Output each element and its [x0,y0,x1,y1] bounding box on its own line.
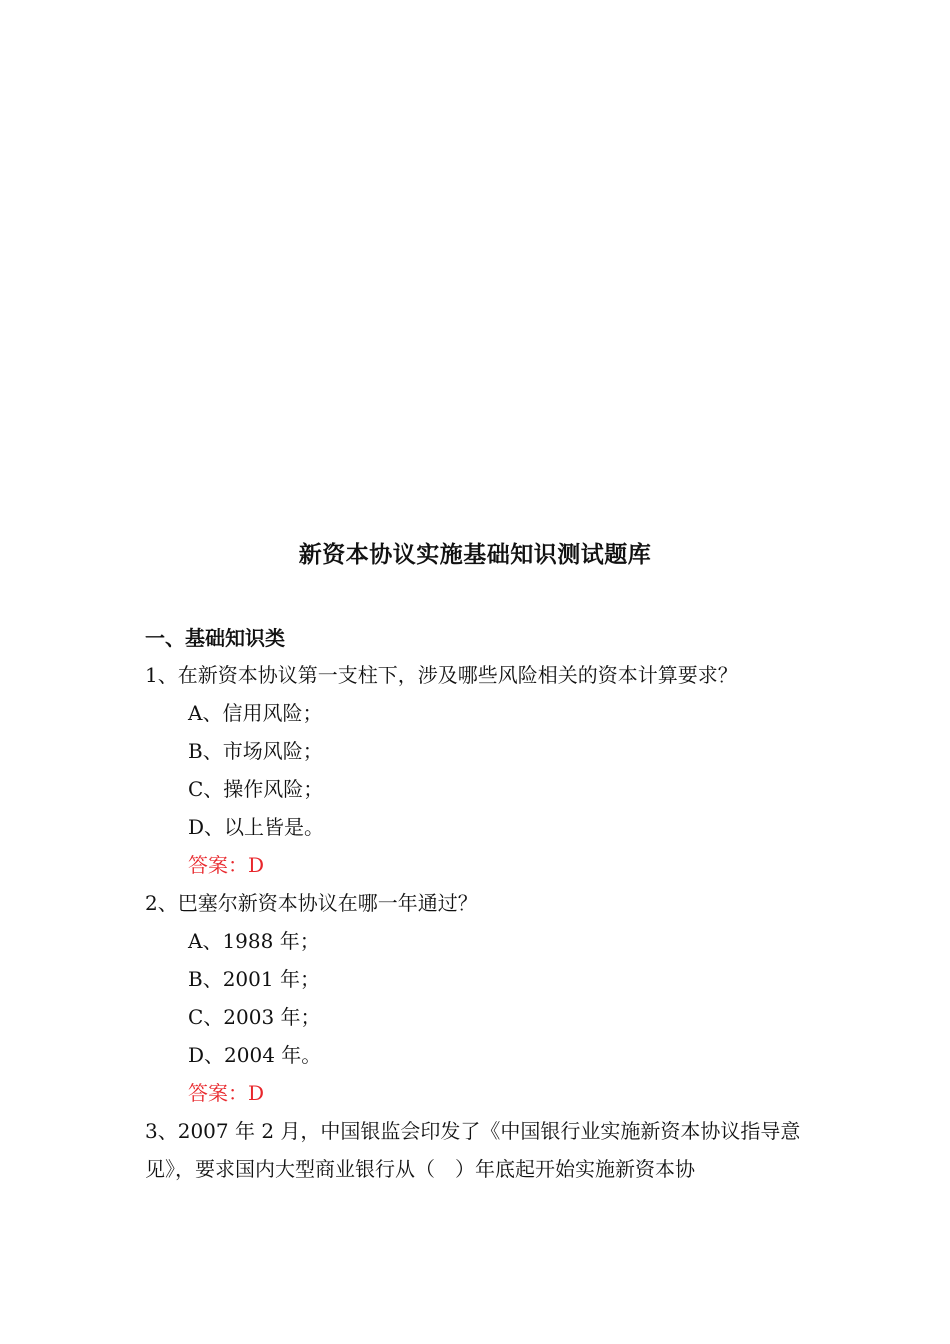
question-1-answer: 答案：D [188,853,265,877]
question-3-text: 3、2007 年 2 月，中国银监会印发了《中国银行业实施新资本协议指导意见》，要求国内大型商业银行从（ ）年底起开始实施新资本协 [145,1119,801,1181]
question-1-option-c: C、操作风险； [188,777,324,801]
section-heading: 一、基础知识类 [145,626,285,650]
document-title: 新资本协议实施基础知识测试题库 [298,542,652,568]
question-2-option-c: C、2003 年； [188,1005,321,1029]
question-1-option-b: B、市场风险； [188,739,323,763]
question-2-option-b: B、2001 年； [188,967,320,991]
question-2-option-d: D、2004 年。 [188,1043,322,1067]
question-1-text: 1、在新资本协议第一支柱下，涉及哪些风险相关的资本计算要求？ [145,663,738,687]
question-1-option-a: A、信用风险； [188,701,323,725]
question-1-option-d: D、以上皆是。 [188,815,325,839]
question-2-text: 2、巴塞尔新资本协议在哪一年通过？ [145,891,478,915]
question-2-answer: 答案：D [188,1081,265,1105]
question-list [145,656,810,1188]
question-2-option-a: A、1988 年； [188,929,320,953]
